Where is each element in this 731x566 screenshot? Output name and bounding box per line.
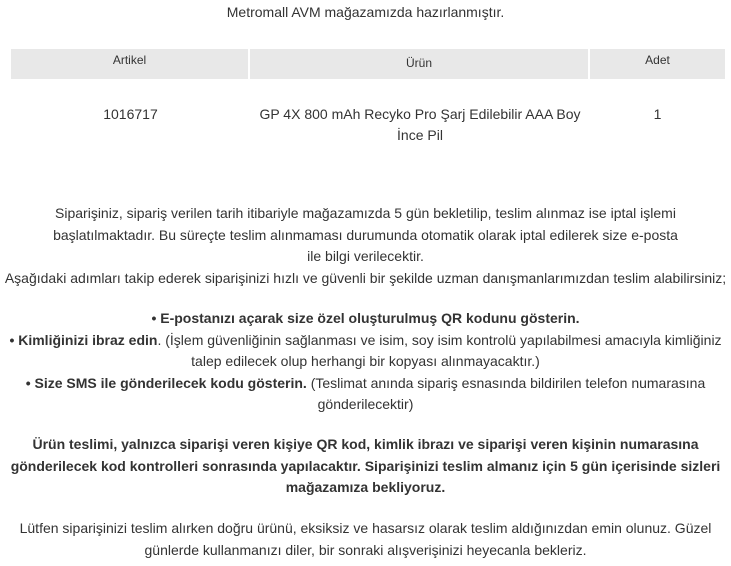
store-intro: Metromall AVM mağazamızda hazırlanmıştır. [226,4,505,20]
step-sms [0,373,731,416]
cell-artikel: 1016717 [103,106,158,122]
delivery-notice: Ürün teslimi, yalnızca siparişi veren kişiye QR kod, kimlik ibrazı ve siparişi veren kişinin numarasına gönderilecek kod kontrolleri sonrasında yapılacaktır. Siparişinizi teslim almanız için 5 gün içerisinde sizleri mağazamıza bekliyoruz. [10,436,721,495]
cell-adet: 1 [653,106,662,122]
pickup-steps-intro: Aşağıdaki adımları takip ederek siparişinizi hızlı ve güvenli bir şekilde uzman danışmanlarımızdan teslim alabilirsiniz; [4,269,727,286]
pickup-steps [0,308,731,416]
header-adet: Adet [590,49,725,79]
table-row [11,104,725,146]
pickup-info [0,203,731,289]
step-identity [0,330,731,373]
header-artikel: Artikel [11,49,248,79]
step-sms-bold: • Size SMS ile gönderilecek kodu gösterin. [25,374,307,391]
step-qr-code [0,308,731,330]
step-identity-text: . (İşlem güvenliğinin sağlanması ve isim, soy isim kontrolü yapılabilmesi amacıyla kimliğiniz talep edilecek olup herhangi bir kopyası alınmayacaktır.) [157,331,722,369]
header-urun: Ürün [250,49,588,79]
order-table [11,49,725,146]
step-sms-text: (Teslimat anında sipariş esnasında bildirilen telefon numarasına gönderilecektir) [306,374,706,412]
step-identity-bold: • Kimliğinizi ibraz edin [9,331,158,348]
step-qr-bold: • E-postanızı açarak size özel oluşturulmuş QR kodunu gösterin. [151,310,580,326]
pickup-info-paragraph: Siparişiniz, sipariş verilen tarih itibariyle mağazamızda 5 gün bekletilip, teslim alınmaz ise iptal işlemi başlatılmaktadır. Bu süreçte teslim alınmaması durumunda otomatik olarak iptal edilerek size e-posta ile bilgi verilecektir. [53,205,678,264]
cell-urun: GP 4X 800 mAh Recyko Pro Şarj Edilebilir AAA Boy İnce Pil [259,106,581,143]
closing-message: Lütfen siparişinizi teslim alırken doğru ürünü, eksiksiz ve hasarsız olarak teslim aldığınızdan emin olunuz. Güzel günlerde kullanmanızı diler, bir sonraki alışverişinizi heyecanla bekleriz. [19,520,712,558]
table-header [11,49,725,79]
